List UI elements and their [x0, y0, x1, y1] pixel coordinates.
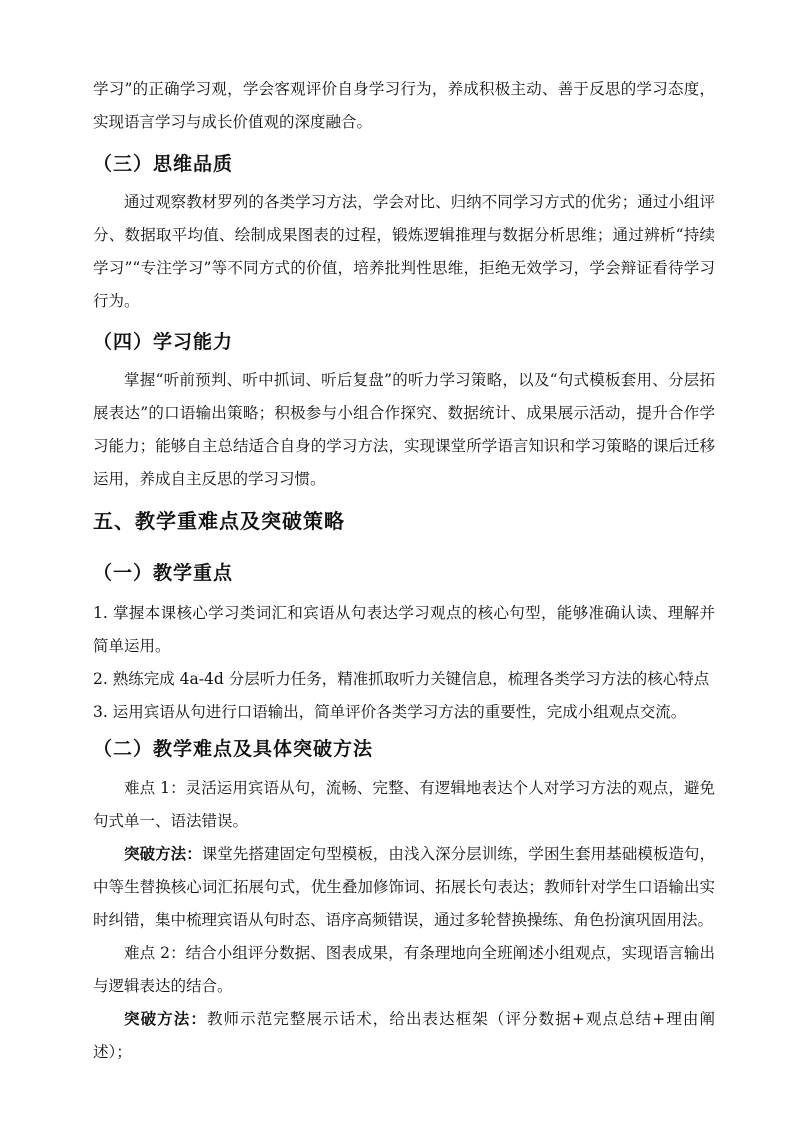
- ability-heading: （四）学习能力: [93, 331, 234, 353]
- thinking-text: 通过观察教材罗列的各类学习方法，学会对比、归纳不同学习方式的优劣；通过小组评分、数据取平均值、绘制成果图表的过程，锻炼逻辑推理与数据分析思维；通过辨析“持续学习”“专注学习”等不同方式的价值，培养批判性思维，拒绝无效学习，学会辩证看待学习行为。: [93, 193, 715, 310]
- ability-heading-wrap: [93, 327, 715, 354]
- key-points-list: [93, 597, 715, 729]
- difficulties-heading-wrap: [93, 734, 715, 761]
- intro-text: 学习”的正确学习观，学会客观评价自身学习行为，养成积极主动、善于反思的学习态度，实现语言学习与成长价值观的深度融合。: [93, 80, 715, 131]
- section5-heading-wrap: [93, 505, 715, 534]
- list-item: 3. 运用宾语从句进行口语输出，简单评价各类学习方法的重要性，完成小组观点交流。: [93, 703, 687, 721]
- list-item: 1. 掌握本课核心学习类词汇和宾语从句表达学习观点的核心句型，能够准确认读、理解并简单运用。: [93, 604, 715, 655]
- method-2-paragraph: [93, 1003, 715, 1069]
- intro-paragraph: [93, 73, 715, 139]
- method-1-text: 课堂先搭建固定句型模板，由浅入深分层训练，学困生套用基础模板造句，中等生替换核心词汇拓展句式，优生叠加修饰词、拓展长句表达；教师针对学生口语输出实时纠错，集中梳理宾语从句时态、语序高频错误，通过多轮替换操练、角色扮演巩固用法。: [93, 845, 715, 929]
- method-1-paragraph: [93, 838, 715, 937]
- method-2-label: 突破方法：: [124, 1010, 207, 1028]
- list-item: 2. 熟练完成 4a-4d 分层听力任务，精准抓取听力关键信息，梳理各类学习方法的核心特点: [93, 670, 710, 688]
- difficulties-heading: （二）教学难点及具体突破方法: [93, 738, 374, 760]
- thinking-paragraph: [93, 186, 715, 318]
- thinking-heading: （三）思维品质: [93, 153, 234, 175]
- difficulties-body: [93, 772, 715, 1069]
- thinking-heading-wrap: [93, 149, 715, 176]
- section5-heading: 五、教学重难点及突破策略: [93, 509, 345, 533]
- key-points-heading: （一）教学重点: [93, 562, 234, 584]
- ability-text: 掌握“听前预判、听中抓词、听后复盘”的听力学习策略，以及“句式模板套用、分层拓展表达”的口语输出策略；积极参与小组合作探究、数据统计、成果展示活动，提升合作学习能力；能够自主总结适合自身的学习方法，实现课堂所学语言知识和学习策略的课后迁移运用，养成自主反思的学习习惯。: [93, 371, 715, 488]
- method-2-text: 教师示范完整展示话术，给出表达框架（评分数据+观点总结+理由阐述）；: [93, 1010, 715, 1061]
- ability-paragraph: [93, 364, 715, 496]
- key-points-heading-wrap: [93, 558, 715, 585]
- method-1-label: 突破方法：: [124, 845, 202, 863]
- difficulty-1-text: 难点 1：灵活运用宾语从句，流畅、完整、有逻辑地表达个人对学习方法的观点，避免句式单一、语法错误。: [93, 779, 715, 830]
- difficulty-2-text: 难点 2：结合小组评分数据、图表成果，有条理地向全班阐述小组观点，实现语言输出与逻辑表达的结合。: [93, 944, 715, 995]
